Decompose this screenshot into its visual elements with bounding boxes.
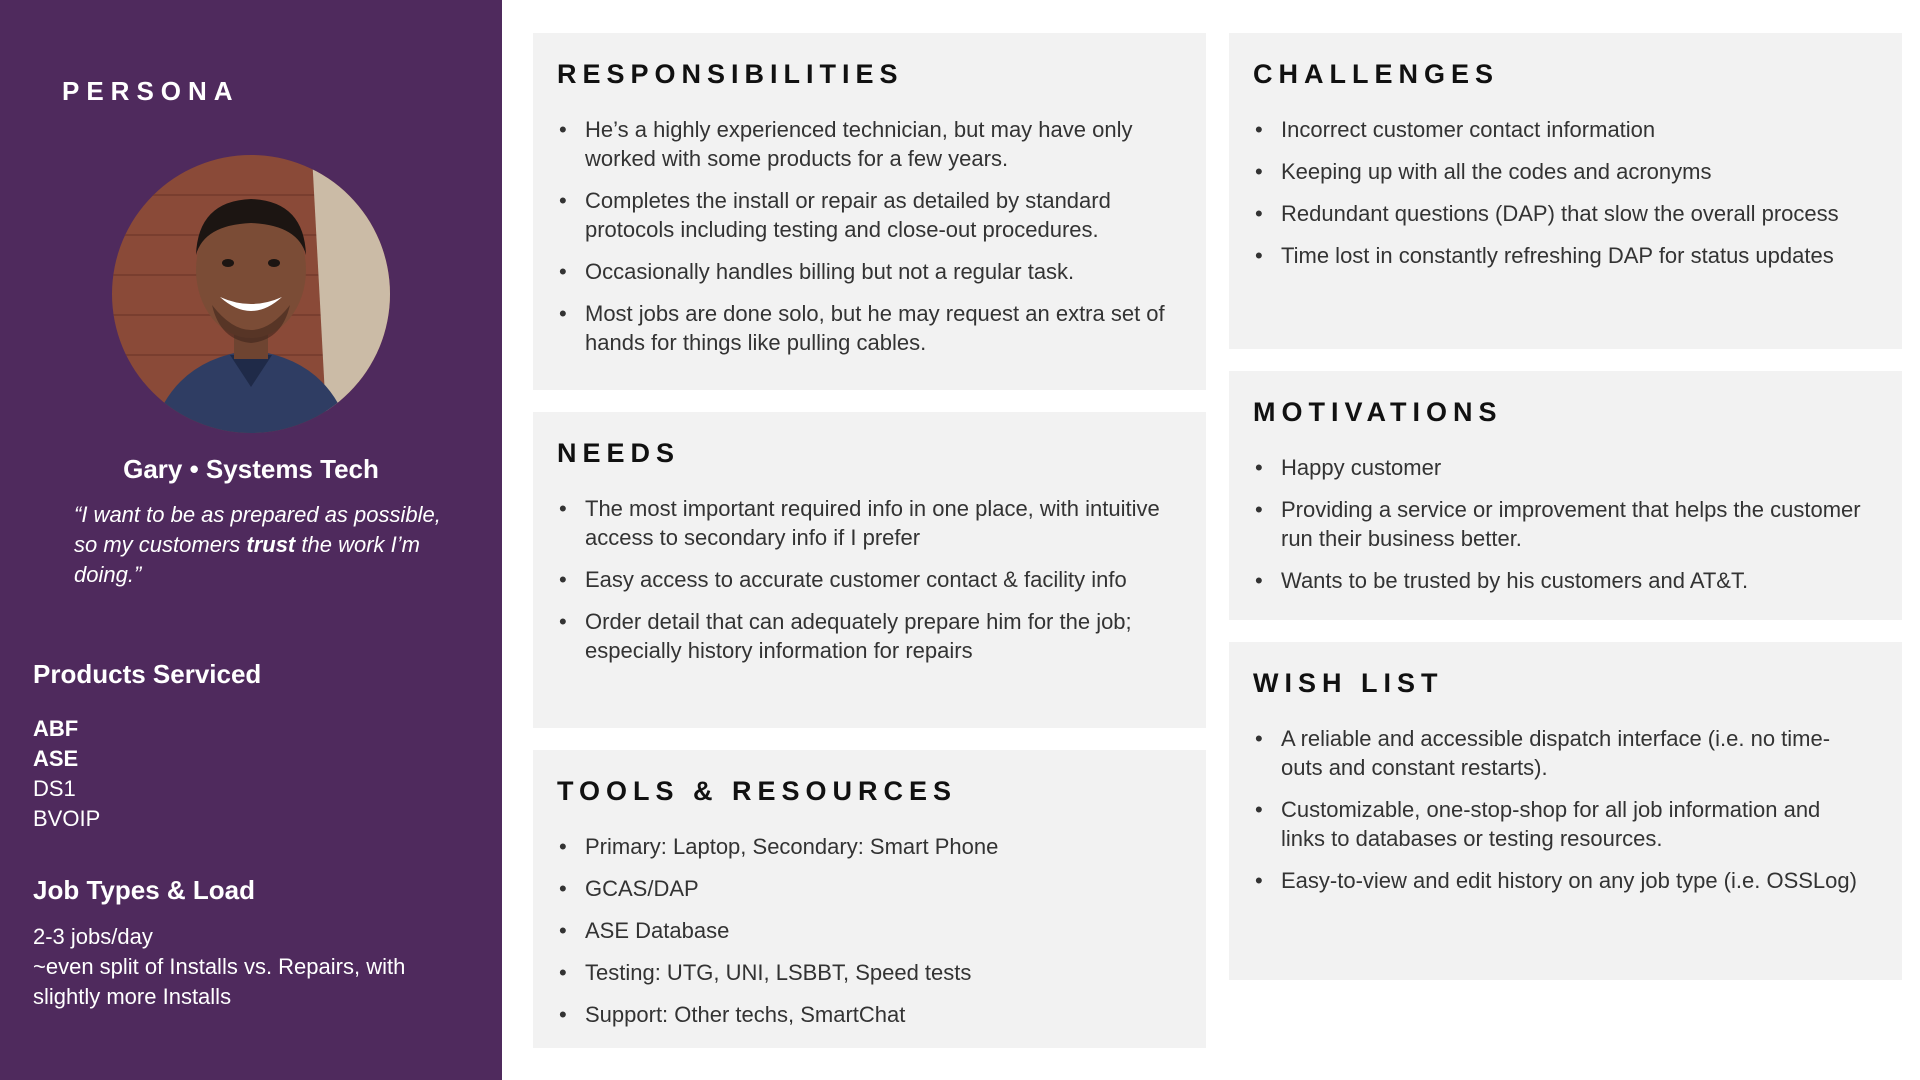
card-title: CHALLENGES <box>1253 59 1500 89</box>
list-item: • Most jobs are done solo, but he may request an extra set of hands for things like pulling cables. <box>559 299 1166 357</box>
persona-label: PERSONA <box>62 76 240 106</box>
responsibilities-list <box>559 115 1166 370</box>
list-item: • Keeping up with all the codes and acronyms <box>1255 157 1862 186</box>
product-item: BVOIP <box>33 806 101 831</box>
list-item: • Easy-to-view and edit history on any job type (i.e. OSSLog) <box>1255 866 1862 895</box>
jobs-line: ~even split of Installs vs. Repairs, with slightly more Installs <box>33 954 406 1009</box>
persona-name: Gary • Systems Tech <box>123 454 379 484</box>
persona-quote <box>74 500 454 590</box>
list-item: • Easy access to accurate customer contact & facility info <box>559 565 1166 594</box>
wishlist-card <box>1229 642 1902 980</box>
jobs-text <box>33 922 473 1012</box>
list-item: • He’s a highly experienced technician, but may have only worked with some products for a few years. <box>559 115 1166 173</box>
wishlist-list <box>1255 724 1862 908</box>
list-item: • Order detail that can adequately prepare him for the job; especially history information for repairs <box>559 607 1166 665</box>
list-item: • A reliable and accessible dispatch interface (i.e. no time-outs and constant restarts). <box>1255 724 1862 782</box>
tools-card <box>533 750 1206 1048</box>
jobs-line: 2-3 jobs/day <box>33 924 153 949</box>
quote-after: the work I’m doing.” <box>74 532 420 587</box>
list-item: • Providing a service or improvement that helps the customer run their business better. <box>1255 495 1862 553</box>
products-heading: Products Serviced <box>33 659 262 689</box>
list-item: • Occasionally handles billing but not a regular task. <box>559 257 1166 286</box>
challenges-list <box>1255 115 1862 283</box>
card-title: NEEDS <box>557 438 681 468</box>
card-title: MOTIVATIONS <box>1253 397 1503 427</box>
list-item: • Incorrect customer contact information <box>1255 115 1862 144</box>
card-title: WISH LIST <box>1253 668 1444 698</box>
list-item: • Customizable, one-stop-shop for all job information and links to databases or testing resources. <box>1255 795 1862 853</box>
list-item: • Happy customer <box>1255 453 1862 482</box>
motivations-card <box>1229 371 1902 620</box>
list-item: • Testing: UTG, UNI, LSBBT, Speed tests <box>559 958 1166 987</box>
product-item: ASE <box>33 746 79 771</box>
quote-emphasis: trust <box>246 532 296 557</box>
needs-list <box>559 494 1166 678</box>
list-item: • Time lost in constantly refreshing DAP for status updates <box>1255 241 1862 270</box>
product-item: DS1 <box>33 776 76 801</box>
motivations-list <box>1255 453 1862 608</box>
responsibilities-card <box>533 33 1206 390</box>
avatar-photo <box>112 155 390 433</box>
quote-before: “I want to be as prepared as possible, so my customers <box>74 502 441 557</box>
persona-sidebar <box>0 0 502 1080</box>
list-item: • Redundant questions (DAP) that slow the overall process <box>1255 199 1862 228</box>
jobs-heading: Job Types & Load <box>33 875 255 905</box>
needs-card <box>533 412 1206 728</box>
list-item: • Completes the install or repair as detailed by standard protocols including testing and close-out procedures. <box>559 186 1166 244</box>
list-item: • Support: Other techs, SmartChat <box>559 1000 1166 1029</box>
avatar <box>112 155 390 433</box>
list-item: • ASE Database <box>559 916 1166 945</box>
list-item: • The most important required info in one place, with intuitive access to secondary info if I prefer <box>559 494 1166 552</box>
product-item: ABF <box>33 716 79 741</box>
tools-list <box>559 832 1166 1042</box>
list-item: • Primary: Laptop, Secondary: Smart Phone <box>559 832 1166 861</box>
card-title: RESPONSIBILITIES <box>557 59 904 89</box>
list-item: • Wants to be trusted by his customers and AT&T. <box>1255 566 1862 595</box>
card-title: TOOLS & RESOURCES <box>557 776 958 806</box>
challenges-card <box>1229 33 1902 349</box>
list-item: • GCAS/DAP <box>559 874 1166 903</box>
products-list <box>33 714 100 834</box>
